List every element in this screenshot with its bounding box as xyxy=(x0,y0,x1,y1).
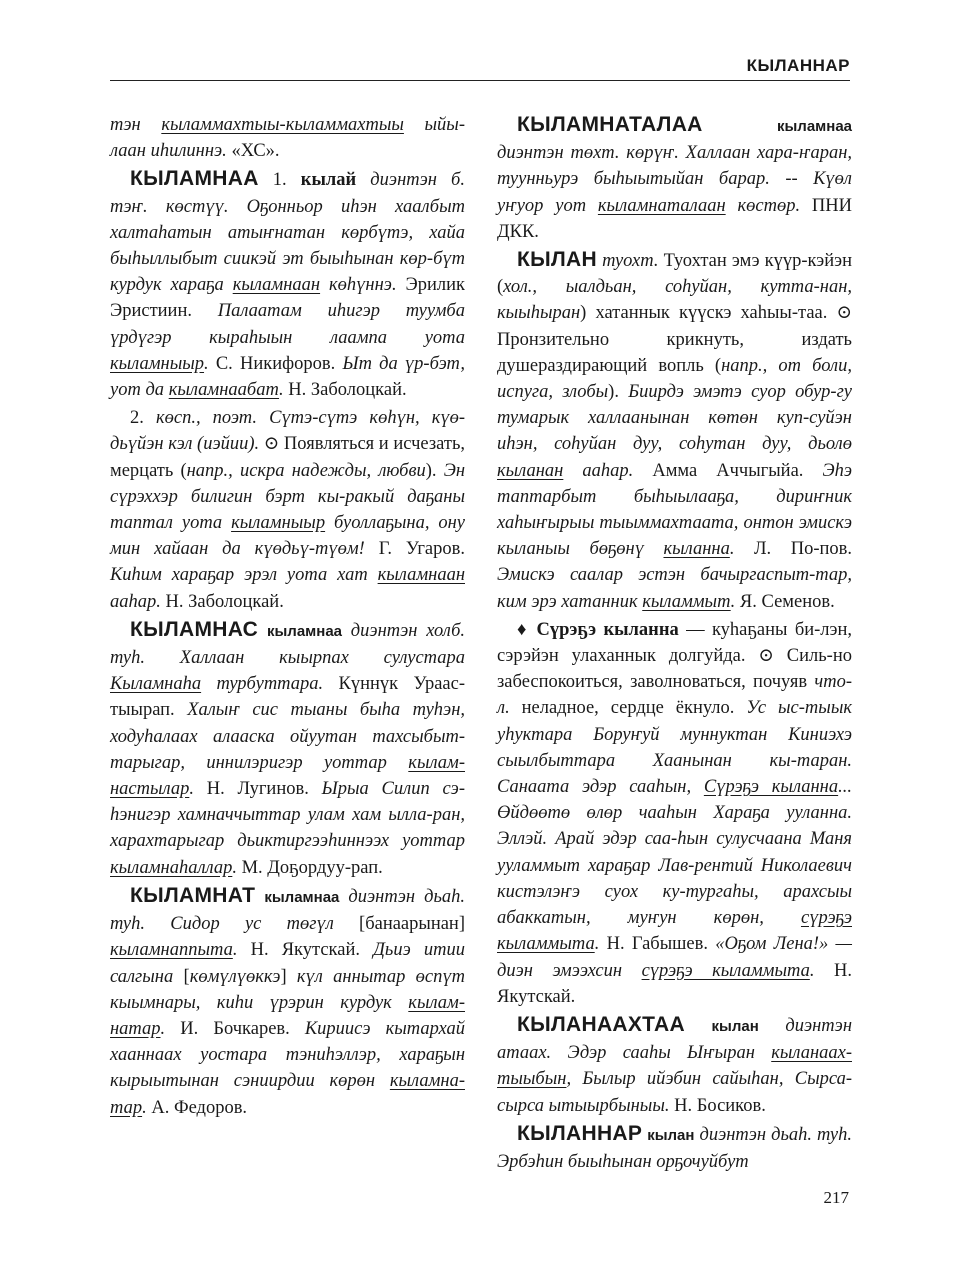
plain-text: неладное, сердце ёкнуло. xyxy=(509,698,747,719)
italic-text: тэн xyxy=(110,115,162,135)
source-word: кыламнаа xyxy=(264,888,340,906)
entry-paragraph xyxy=(497,1012,852,1119)
example-underlined xyxy=(378,565,465,585)
plain-text: 1. xyxy=(258,170,301,191)
underlined-form: кылам-настылар xyxy=(110,752,465,800)
example-underlined xyxy=(110,940,233,960)
italic-text: көстөр. xyxy=(725,195,812,216)
underlined-form: Сүрэҕэ кыланна xyxy=(703,777,839,798)
example-underlined xyxy=(161,115,404,135)
header-rule xyxy=(110,80,850,81)
italic-text: . xyxy=(594,934,607,955)
bold-term: Сүрэҕэ кыланна xyxy=(536,619,679,640)
underlined-form: кыламна-тар xyxy=(110,1071,465,1118)
plain-text: Н. Лугинов. xyxy=(206,779,322,800)
plain-text: Г. Угаров. xyxy=(378,539,465,560)
italic-text: напр., от боли, испуга, злобы xyxy=(497,355,852,403)
italic-text: буоллаҕына, ону мин хайаан да күөдьү-түөм! xyxy=(110,513,465,560)
underlined-form: кыламнаан xyxy=(232,275,321,296)
plain-text: Н. Заболоцкай. xyxy=(288,380,407,401)
italic-text: диэнтэн атаах. Эдэр сааhы Ыҥыран xyxy=(497,1015,852,1064)
underlined-form: кыламнаабат xyxy=(168,380,280,401)
underlined-form: кыламмахтыы-кыламмахтыы xyxy=(161,115,404,135)
running-header xyxy=(110,56,850,80)
italic-text: Эллэй. xyxy=(497,829,556,850)
italic-text: . xyxy=(142,1097,152,1118)
italic-text: что-л. xyxy=(497,672,852,719)
italic-text: . xyxy=(730,591,740,612)
plain-text: Эрилик Эристиин. xyxy=(110,275,465,322)
headword: КЫЛАМНАА xyxy=(130,167,259,191)
italic-text: . xyxy=(189,779,207,800)
plain-text: [ xyxy=(183,966,190,987)
entry-paragraph xyxy=(110,166,465,403)
underlined-form: кыламнаhаллар xyxy=(110,857,233,878)
italic-text: көмүлүөккэ xyxy=(189,966,281,987)
plain-text: Н. Габышев. xyxy=(606,934,716,955)
plain-text: ПНИ ДКК. xyxy=(497,195,852,242)
example-underlined xyxy=(598,196,726,216)
left-column xyxy=(110,112,465,1123)
source-word: кылан xyxy=(647,1126,695,1144)
entry-paragraph xyxy=(110,112,465,164)
example-underlined xyxy=(642,961,810,981)
underlined-form: кыламныыр xyxy=(110,353,205,374)
italic-text: Кириисэ кытархай хааннаах уостара тэниhэллэр, хараҕын кырыытынан сэниирдии көрөн xyxy=(110,1018,465,1092)
example-underlined xyxy=(663,539,729,559)
example-underlined xyxy=(169,380,279,400)
plain-text xyxy=(703,116,777,136)
underlined-form: кыламмыт xyxy=(642,591,731,612)
plain-text: Л. По-пов. xyxy=(754,539,852,560)
plain-text xyxy=(685,1016,712,1036)
plain-text: Н. Якутскай. xyxy=(250,940,374,961)
example-underlined xyxy=(231,513,325,533)
example-underlined xyxy=(704,777,838,797)
example-underlined xyxy=(110,674,201,694)
italic-text: «Оҕом Лена!» — диэн эмээхсин xyxy=(497,934,853,981)
underlined-form: Кыламнаhа xyxy=(110,674,202,695)
plain-text: М. Доҕордуу-рап. xyxy=(241,857,383,878)
italic-text: ... Өйдөөтө өлөр чааhын Хараҕа ууланна. xyxy=(497,777,852,824)
italic-text: Ус ыс-тыык уhуктара Боруҥуй муннуктан Киниэхэ сыылбыттара Хаанынан кы-таран. Санаата эдэр сааhын, xyxy=(497,698,852,798)
underlined-form: сүрэҕэ кыламмыта xyxy=(497,908,852,955)
italic-text: Ырыа Силип сэ-hэнигэр хамначчыттар улам хам ылла-ран, харахтарыгар дьиктиргээhиннээх уоттар xyxy=(110,779,466,852)
italic-text: диэнтэн холб. туh. Халлаан кыырпах сулустара xyxy=(110,620,466,669)
headword: КЫЛАМНАТ xyxy=(130,883,256,907)
italic-text: диэнтэн дьаh. туh. Сидор ус төгүл xyxy=(110,886,465,935)
italic-text: ааhар. xyxy=(563,460,653,481)
plain-text: Н. Якутскай. xyxy=(497,960,852,1007)
italic-text: Палаатам иhигэр туумба үрдүгэр кыраhыын лаампа уота xyxy=(110,301,465,348)
entry-paragraph xyxy=(497,617,852,1010)
underlined-form: кыламныыр xyxy=(231,513,326,534)
italic-text: Киhим хараҕар эрэл уота хат xyxy=(110,565,378,586)
example-underlined xyxy=(233,275,320,295)
italic-text: турбуттара. xyxy=(201,674,339,695)
source-word: кыламнаа xyxy=(266,622,342,640)
page-number: 217 xyxy=(823,1188,849,1207)
plain-text: Н. Заболоцкай. xyxy=(165,591,284,612)
italic-text: . xyxy=(160,1018,181,1039)
headword: КЫЛАМНАТАЛАА xyxy=(517,113,703,136)
underlined-form: кыланна xyxy=(663,539,730,560)
italic-text: туохт. xyxy=(596,251,664,272)
italic-text: ыйы-лаан иhилиннэ. xyxy=(110,115,465,162)
plain-text: И. Бочкарев. xyxy=(180,1018,305,1039)
italic-text: ааhар. xyxy=(110,591,166,612)
italic-text: Эн сүрэххэр билигин бэрт кы-ракый даҕаны таптал уота xyxy=(110,460,465,534)
underlined-form: кылам-натар xyxy=(110,992,465,1039)
entry-paragraph xyxy=(110,883,465,1121)
plain-text: ] xyxy=(280,966,297,987)
plain-text: 2. xyxy=(130,408,156,429)
plain-text: Туохтан эмэ күүр-кэйэн ( xyxy=(497,251,852,298)
source-word: кылан xyxy=(711,1017,759,1035)
plain-text: — куhаҕаны би-лэн, сэрэйэн улаханнык долгуйда. ⊙ Силь-но забеспокоиться, заволноваться, почуяв xyxy=(497,619,852,693)
plain-text: Амма Аччыгыйа. xyxy=(652,460,823,481)
italic-text: көhүннэ. xyxy=(320,275,406,296)
entry-paragraph xyxy=(110,617,465,881)
italic-text: хол., ыалдьан, соhуйан, кутта-нан, кыыhыран xyxy=(497,277,852,324)
headword: КЫЛАН xyxy=(517,248,597,272)
plain-text: Я. Семенов. xyxy=(739,591,835,612)
headword: КЫЛАМНАС xyxy=(130,617,259,641)
italic-text: . xyxy=(232,857,242,878)
plain-text: ♦ xyxy=(517,619,537,640)
italic-text: . xyxy=(729,539,754,560)
underlined-form: кыламнаталаан xyxy=(597,195,726,216)
plain-text: ) хатаннык күүскэ хаhыы-таа. ⊙ Пронзительно крикнуть, издать душераздирающий вопль ( xyxy=(497,303,852,376)
example-underlined xyxy=(497,461,563,481)
plain-text: ). xyxy=(425,460,444,481)
italic-text: көсп., поэт. Сүтэ-сүтэ көhүн, күө-дьүйэн кэл (иэйии). xyxy=(110,408,466,455)
plain-text: С. Никифоров. xyxy=(215,353,343,374)
italic-text: . xyxy=(809,960,834,981)
plain-text: Күннүк Ураас-тыырап. xyxy=(110,674,465,721)
example-underlined xyxy=(110,858,232,878)
italic-text: диэнтэн төхт. көрүҥ. Халлаан хара-ҥаран, туунньурэ быhыытыйан барар. -- Күөл уҥуор уот xyxy=(497,143,852,216)
plain-text: А. Федоров. xyxy=(151,1097,248,1118)
italic-text: диэнтэн б. тэҥ. көстүү. Оҕонньор иhэн хаалбыт халтаhатын атыҥнатан көрбүтэ, хайа быhыллыбыт сиикэй эт быыhынан көр-бүт курдук хараҕа xyxy=(110,170,465,296)
entry-paragraph xyxy=(497,247,852,615)
italic-text: , Былыр ийэбин сайыhан, Сырса-сырса ытыырбыныы. xyxy=(497,1069,852,1116)
right-column xyxy=(497,112,852,1177)
underlined-form: кыланаах-тыыбын xyxy=(497,1043,852,1090)
bold-term: кылай xyxy=(300,170,357,191)
underlined-form: сүрэҕэ кыламмыта xyxy=(641,960,810,981)
italic-text: . xyxy=(279,380,289,401)
plain-text: ). xyxy=(608,382,629,403)
italic-text: напр., искра надежды, любви xyxy=(186,460,426,481)
source-word: кыламнаа xyxy=(776,118,852,135)
italic-text: Биирдэ эмэтэ суор обур-гу тумарык халлаанынан көтөн куп-суйэн иhэн, соhуйан дуу, соhутан дуу, дьолө xyxy=(497,382,852,455)
italic-text: Арай эдэр саа-hын сулусчаана Маня ууламмыт хараҕар Лав-рентий Николаевич кистэлэҥэ суох ку-тургаhы, арахсыы абаккатын, муҥун көрөн, xyxy=(497,829,852,929)
example-underlined xyxy=(110,354,204,374)
italic-text: Халыҥ сис тыаны быhа туhэн, ходуhалаах алааска ойуутан тахсыбыт-тарыгар, иннилэригэр уоттар xyxy=(110,700,466,773)
underlined-form: кыланан xyxy=(497,460,564,481)
plain-text: «ХС». xyxy=(231,141,280,162)
italic-text: . xyxy=(204,353,216,374)
plain-text xyxy=(255,887,264,907)
headword: КЫЛАНААХТАА xyxy=(517,1012,685,1036)
underlined-form: кыламнаппыта xyxy=(110,940,233,961)
italic-text: Эмискэ саалар эстэн бачыргаспыт-тар, ким эрэ хатанник xyxy=(497,565,852,612)
underlined-form: кыламнаан xyxy=(377,565,465,586)
example-underlined xyxy=(642,592,730,612)
italic-text: Ыт да үр-бэт, уот да xyxy=(110,353,465,401)
italic-text: Эhэ таптарбыт быhыылааҕа, дириҥник хаhыҥырыы тыыммахтаата, онтон эмискэ кыланыы бөҕөнү xyxy=(497,460,853,560)
running-head-word: КЫЛАННАР xyxy=(746,56,850,75)
italic-text: . xyxy=(232,940,251,961)
plain-text: [банаарынан] xyxy=(359,914,465,935)
italic-text: диэнтэн дьаh. туh. Эрбэhин быыhынан орҕочуйбут xyxy=(497,1124,853,1172)
plain-text xyxy=(258,621,267,641)
entry-paragraph xyxy=(497,1121,852,1175)
italic-text: Дьиэ итии салгына xyxy=(110,940,465,987)
plain-text: Н. Босиков. xyxy=(674,1095,766,1116)
entry-paragraph xyxy=(110,405,465,615)
italic-text: күл аннытар өспүт кыымнары, киhи үрэрин курдук xyxy=(110,966,465,1013)
entry-paragraph xyxy=(497,112,852,245)
plain-text: ⊙ Появляться и исчезать, мерцать ( xyxy=(110,434,466,481)
headword: КЫЛАННАР xyxy=(517,1121,643,1145)
